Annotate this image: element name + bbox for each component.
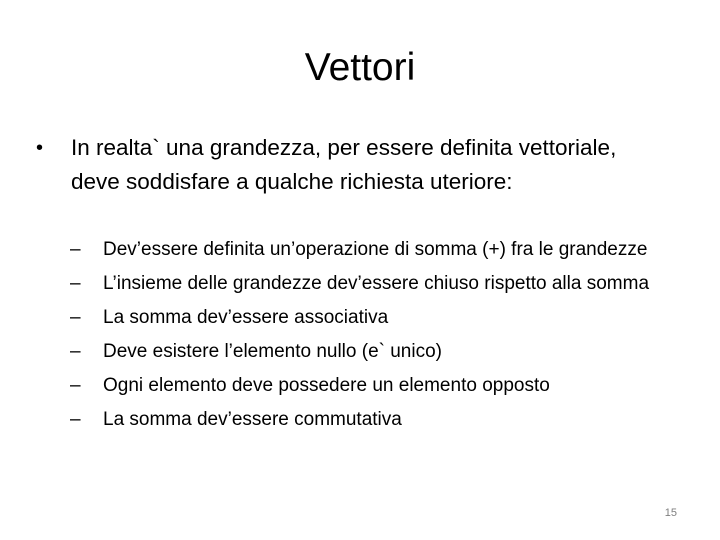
page-number: 15 xyxy=(664,507,677,519)
sub-bullet-text: Ogni elemento deve possedere un elemento opposto xyxy=(103,375,550,396)
dash-marker: – xyxy=(70,239,81,260)
sub-bullet-item xyxy=(70,235,680,265)
main-bullet-text: In realta` una grandezza, per essere definita vettoriale, deve soddisfare a qualche richiesta uteriore: xyxy=(71,135,617,194)
sub-bullet-text: La somma dev’essere associativa xyxy=(103,307,389,328)
dash-marker: – xyxy=(70,409,81,430)
sub-bullet-item xyxy=(70,371,680,401)
sub-bullet-text: La somma dev’essere commutativa xyxy=(103,409,402,430)
main-bullet xyxy=(36,131,676,199)
bullet-marker: • xyxy=(36,137,44,159)
dash-marker: – xyxy=(70,307,81,328)
sub-bullet-item xyxy=(70,303,680,333)
sub-bullet-text: L’insieme delle grandezze dev’essere chiuso rispetto alla somma xyxy=(103,273,650,294)
sub-bullet-item xyxy=(70,405,680,435)
sub-bullet-item xyxy=(70,337,680,367)
dash-marker: – xyxy=(70,341,81,362)
sub-bullet-text: Deve esistere l’elemento nullo (e` unico) xyxy=(103,341,442,362)
sub-bullet-text: Dev’essere definita un’operazione di somma (+) fra le grandezze xyxy=(103,239,648,260)
slide-title: Vettori xyxy=(304,46,416,89)
dash-marker: – xyxy=(70,273,81,294)
dash-marker: – xyxy=(70,375,81,396)
sub-bullet-list xyxy=(70,235,680,439)
sub-bullet-item xyxy=(70,269,680,299)
